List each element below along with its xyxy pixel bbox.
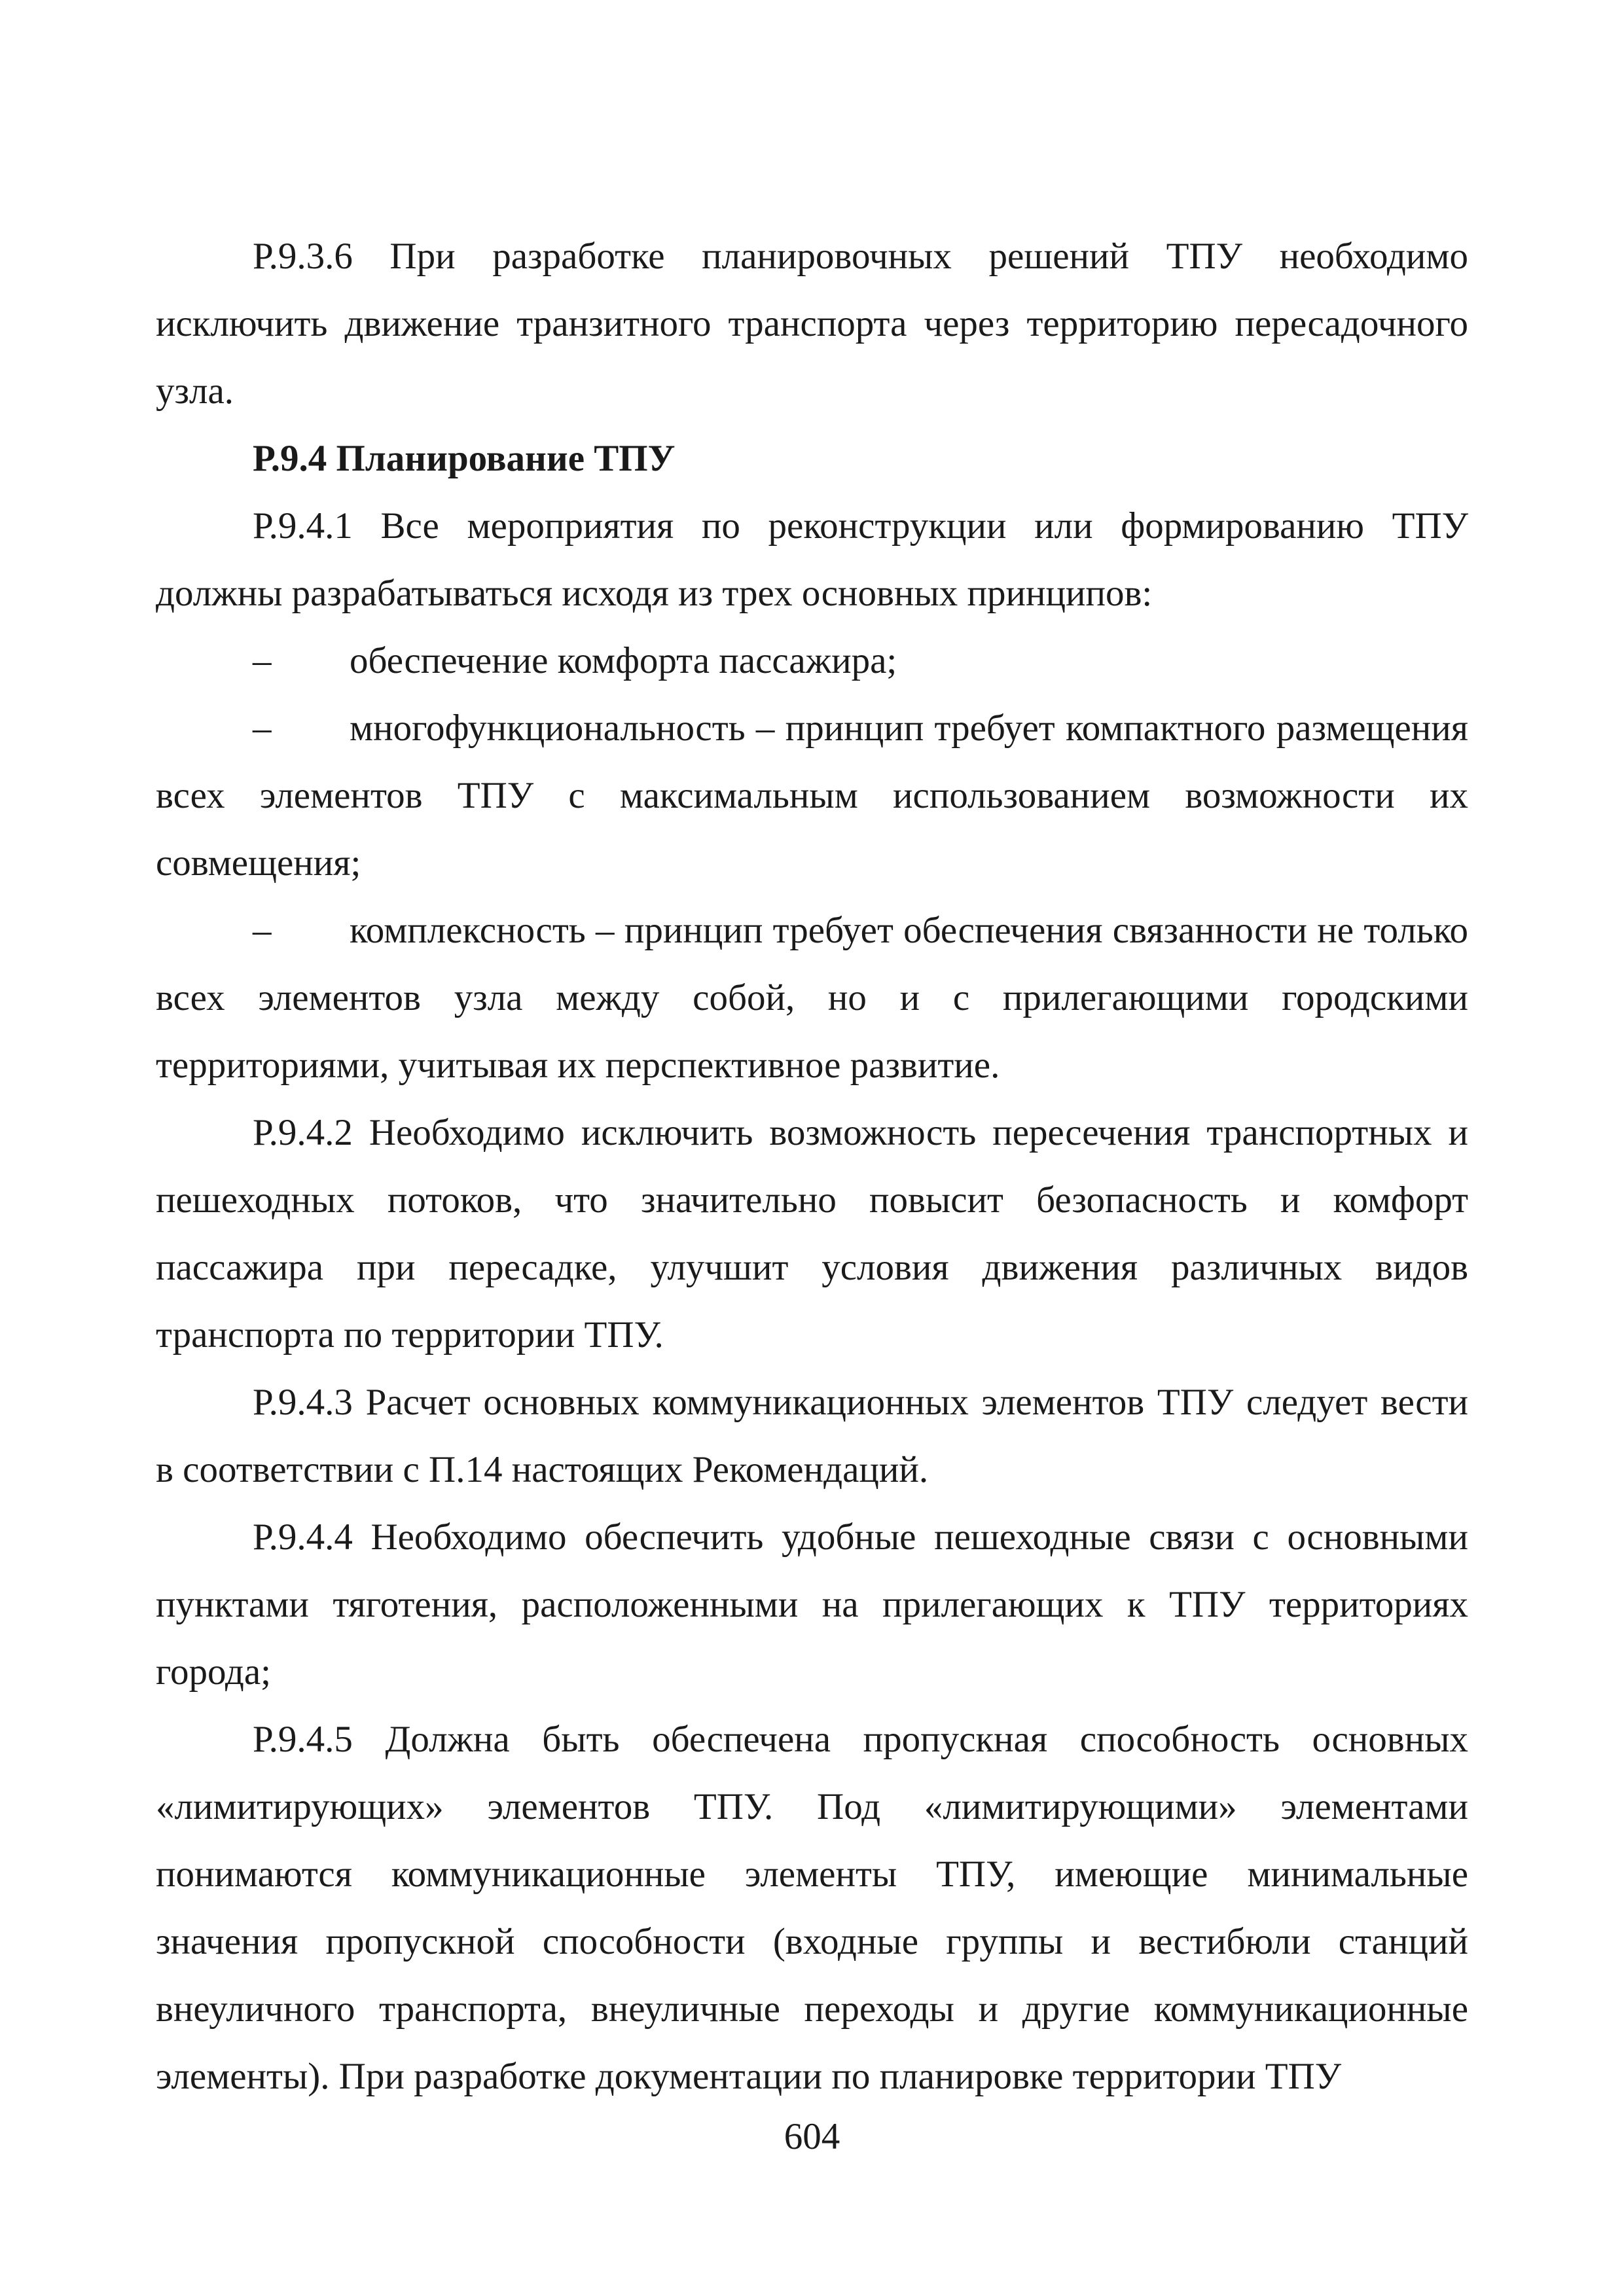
section-heading: Р.9.4 Планирование ТПУ: [253, 438, 676, 479]
dash-marker: –: [253, 708, 272, 749]
paragraph-r942: Р.9.4.2 Необходимо исключить возможность пересечения транспортных и пешеходных потоков, что значительно повысит безопасность и комфорт пассажира при пересадке, улучшит условия движения различных видов транспорта по территории ТПУ.: [156, 1112, 1468, 1355]
paragraph-r945: Р.9.4.5 Должна быть обеспечена пропускная способность основных «лимитирующих» элементов ТПУ. Под «лимитирующими» элементами понимаются коммуникационные элементы ТПУ, имеющие минимальные значения пропускной способности (входные группы и вестибюли станций внеуличного транспорта, внеуличные переходы и другие коммуникационные элементы). При разработке документации по планировке территории ТПУ: [156, 1719, 1468, 2097]
paragraph-r941: Р.9.4.1 Все мероприятия по реконструкции или формированию ТПУ должны разрабатываться исходя из трех основных принципов:: [156, 505, 1468, 614]
list-item-text: обеспечение комфорта пассажира;: [350, 640, 897, 681]
paragraph-r944: Р.9.4.4 Необходимо обеспечить удобные пешеходные связи с основными пунктами тяготения, расположенными на прилегающих к ТПУ территориях города;: [156, 1516, 1468, 1693]
dash-marker: –: [253, 910, 272, 951]
paragraph-r943: Р.9.4.3 Расчет основных коммуникационных элементов ТПУ следует вести в соответствии с П.14 настоящих Рекомендаций.: [156, 1382, 1468, 1490]
dash-marker: –: [253, 640, 272, 681]
list-item: [156, 694, 1468, 897]
page-number: 604: [784, 2116, 840, 2157]
list-item-text: комплексность – принцип требует обеспечения связанности не только всех элементов узла между собой, но и с прилегающими городскими территориями, учитывая их перспективное развитие.: [156, 910, 1468, 1086]
list-item: [156, 897, 1468, 1099]
list-item: [156, 627, 1468, 694]
paragraph-r936: Р.9.3.6 При разработке планировочных решений ТПУ необходимо исключить движение транзитного транспорта через территорию пересадочного узла.: [156, 236, 1468, 412]
document-page: [156, 223, 1468, 2110]
list-item-text: многофункциональность – принцип требует компактного размещения всех элементов ТПУ с максимальным использованием возможности их совмещения;: [156, 708, 1468, 884]
